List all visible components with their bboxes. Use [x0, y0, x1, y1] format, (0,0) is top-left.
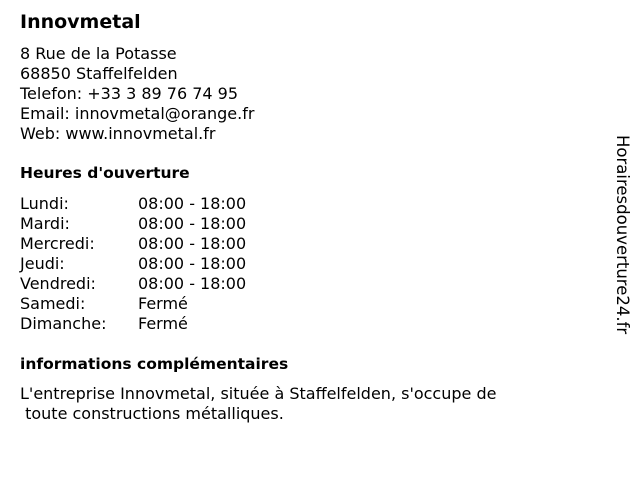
address-block [20, 44, 254, 144]
hours-row-wednesday [20, 234, 320, 254]
website-address: Web: www.innovmetal.fr [20, 124, 216, 143]
day-label: Lundi: [20, 194, 69, 213]
hours-row-monday [20, 194, 320, 214]
email-address: Email: innovmetal@orange.fr [20, 104, 255, 123]
hours-row-tuesday [20, 214, 320, 234]
opening-hours-table [20, 194, 320, 334]
day-hours: 08:00 - 18:00 [138, 274, 247, 293]
additional-info-line: toute constructions métalliques. [20, 404, 284, 423]
hours-row-sunday [20, 314, 320, 334]
day-label: Samedi: [20, 294, 86, 313]
phone-number: Telefon: +33 3 89 76 74 95 [20, 84, 239, 103]
postal-city: 68850 Staffelfelden [20, 64, 178, 83]
day-label: Jeudi: [20, 254, 65, 273]
day-hours: Fermé [138, 294, 188, 313]
day-hours: 08:00 - 18:00 [138, 194, 247, 213]
opening-hours-heading: Heures d'ouverture [20, 164, 190, 182]
street-address: 8 Rue de la Potasse [20, 44, 177, 63]
site-watermark: Horairesdouverture24.fr [613, 135, 632, 335]
day-label: Mardi: [20, 214, 70, 233]
additional-info-heading: informations complémentaires [20, 355, 289, 373]
hours-row-thursday [20, 254, 320, 274]
company-name: Innovmetal [20, 11, 141, 33]
day-hours: 08:00 - 18:00 [138, 254, 247, 273]
hours-row-friday [20, 274, 320, 294]
hours-row-saturday [20, 294, 320, 314]
day-hours: 08:00 - 18:00 [138, 234, 247, 253]
day-hours: 08:00 - 18:00 [138, 214, 247, 233]
day-label: Mercredi: [20, 234, 95, 253]
day-label: Dimanche: [20, 314, 107, 333]
day-label: Vendredi: [20, 274, 96, 293]
additional-info-text [20, 384, 496, 424]
additional-info-line: L'entreprise Innovmetal, située à Staffelfelden, s'occupe de [20, 384, 497, 403]
day-hours: Fermé [138, 314, 188, 333]
